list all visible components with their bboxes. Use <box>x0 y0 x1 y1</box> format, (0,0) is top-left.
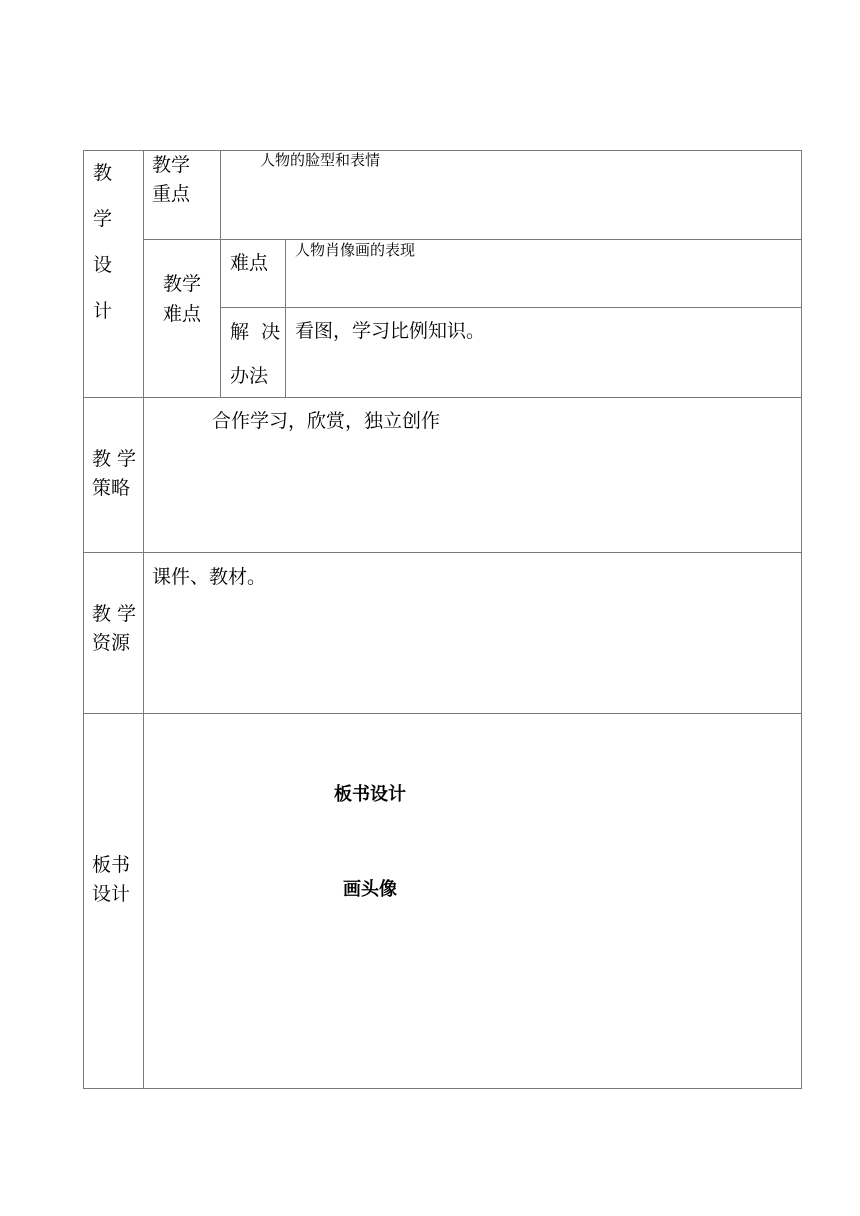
section-label-char: 学 <box>93 208 113 230</box>
difficulty-content: 人物肖像画的表现 <box>295 241 416 259</box>
table-border-top <box>83 150 802 151</box>
section-label-char: 计 <box>93 300 113 322</box>
resources-label-line1: 教 学 <box>92 603 137 625</box>
key-point-content: 人物的脸型和表情 <box>260 151 381 169</box>
strategy-label-line1: 教 学 <box>92 448 137 470</box>
resources-label-line2: 资源 <box>92 632 131 654</box>
row-divider-strategy <box>83 552 802 553</box>
strategy-label-line2: 策略 <box>92 477 131 499</box>
section-label-char: 设 <box>93 254 113 276</box>
col-divider-keypoint <box>220 150 221 239</box>
table-border-right <box>801 150 802 1089</box>
board-heading: 板书设计 <box>334 784 406 805</box>
section-label-teaching-design <box>93 164 112 348</box>
col-divider-sublabel <box>285 239 286 397</box>
resources-content: 课件、教材。 <box>152 566 267 588</box>
solution-label-line2: 办法 <box>230 365 269 387</box>
difficulty-label-line2: 难点 <box>163 303 202 325</box>
row-divider-resources <box>83 713 802 714</box>
difficulty-label-line1: 教学 <box>163 273 202 295</box>
row-divider-solution <box>220 307 802 308</box>
board-label-line1: 板书 <box>92 854 131 876</box>
difficulty-sub-label: 难点 <box>230 252 269 274</box>
section-label-char: 教 <box>93 162 113 184</box>
row-divider-design-section <box>83 397 802 398</box>
solution-content: 看图，学习比例知识。 <box>295 320 486 342</box>
table-border-bottom <box>83 1088 802 1089</box>
key-point-label-line2: 重点 <box>152 183 191 205</box>
col-divider-difficulty <box>220 239 221 397</box>
row-divider-keypoint <box>143 239 802 240</box>
table-border-left <box>83 150 84 1089</box>
board-subheading: 画头像 <box>343 879 397 900</box>
board-label-line2: 设计 <box>92 883 131 905</box>
strategy-content: 合作学习，欣赏，独立创作 <box>212 410 441 432</box>
col-divider-1 <box>143 150 144 1089</box>
solution-label-line1: 解 决 <box>230 321 281 343</box>
key-point-label-line1: 教学 <box>152 154 191 176</box>
